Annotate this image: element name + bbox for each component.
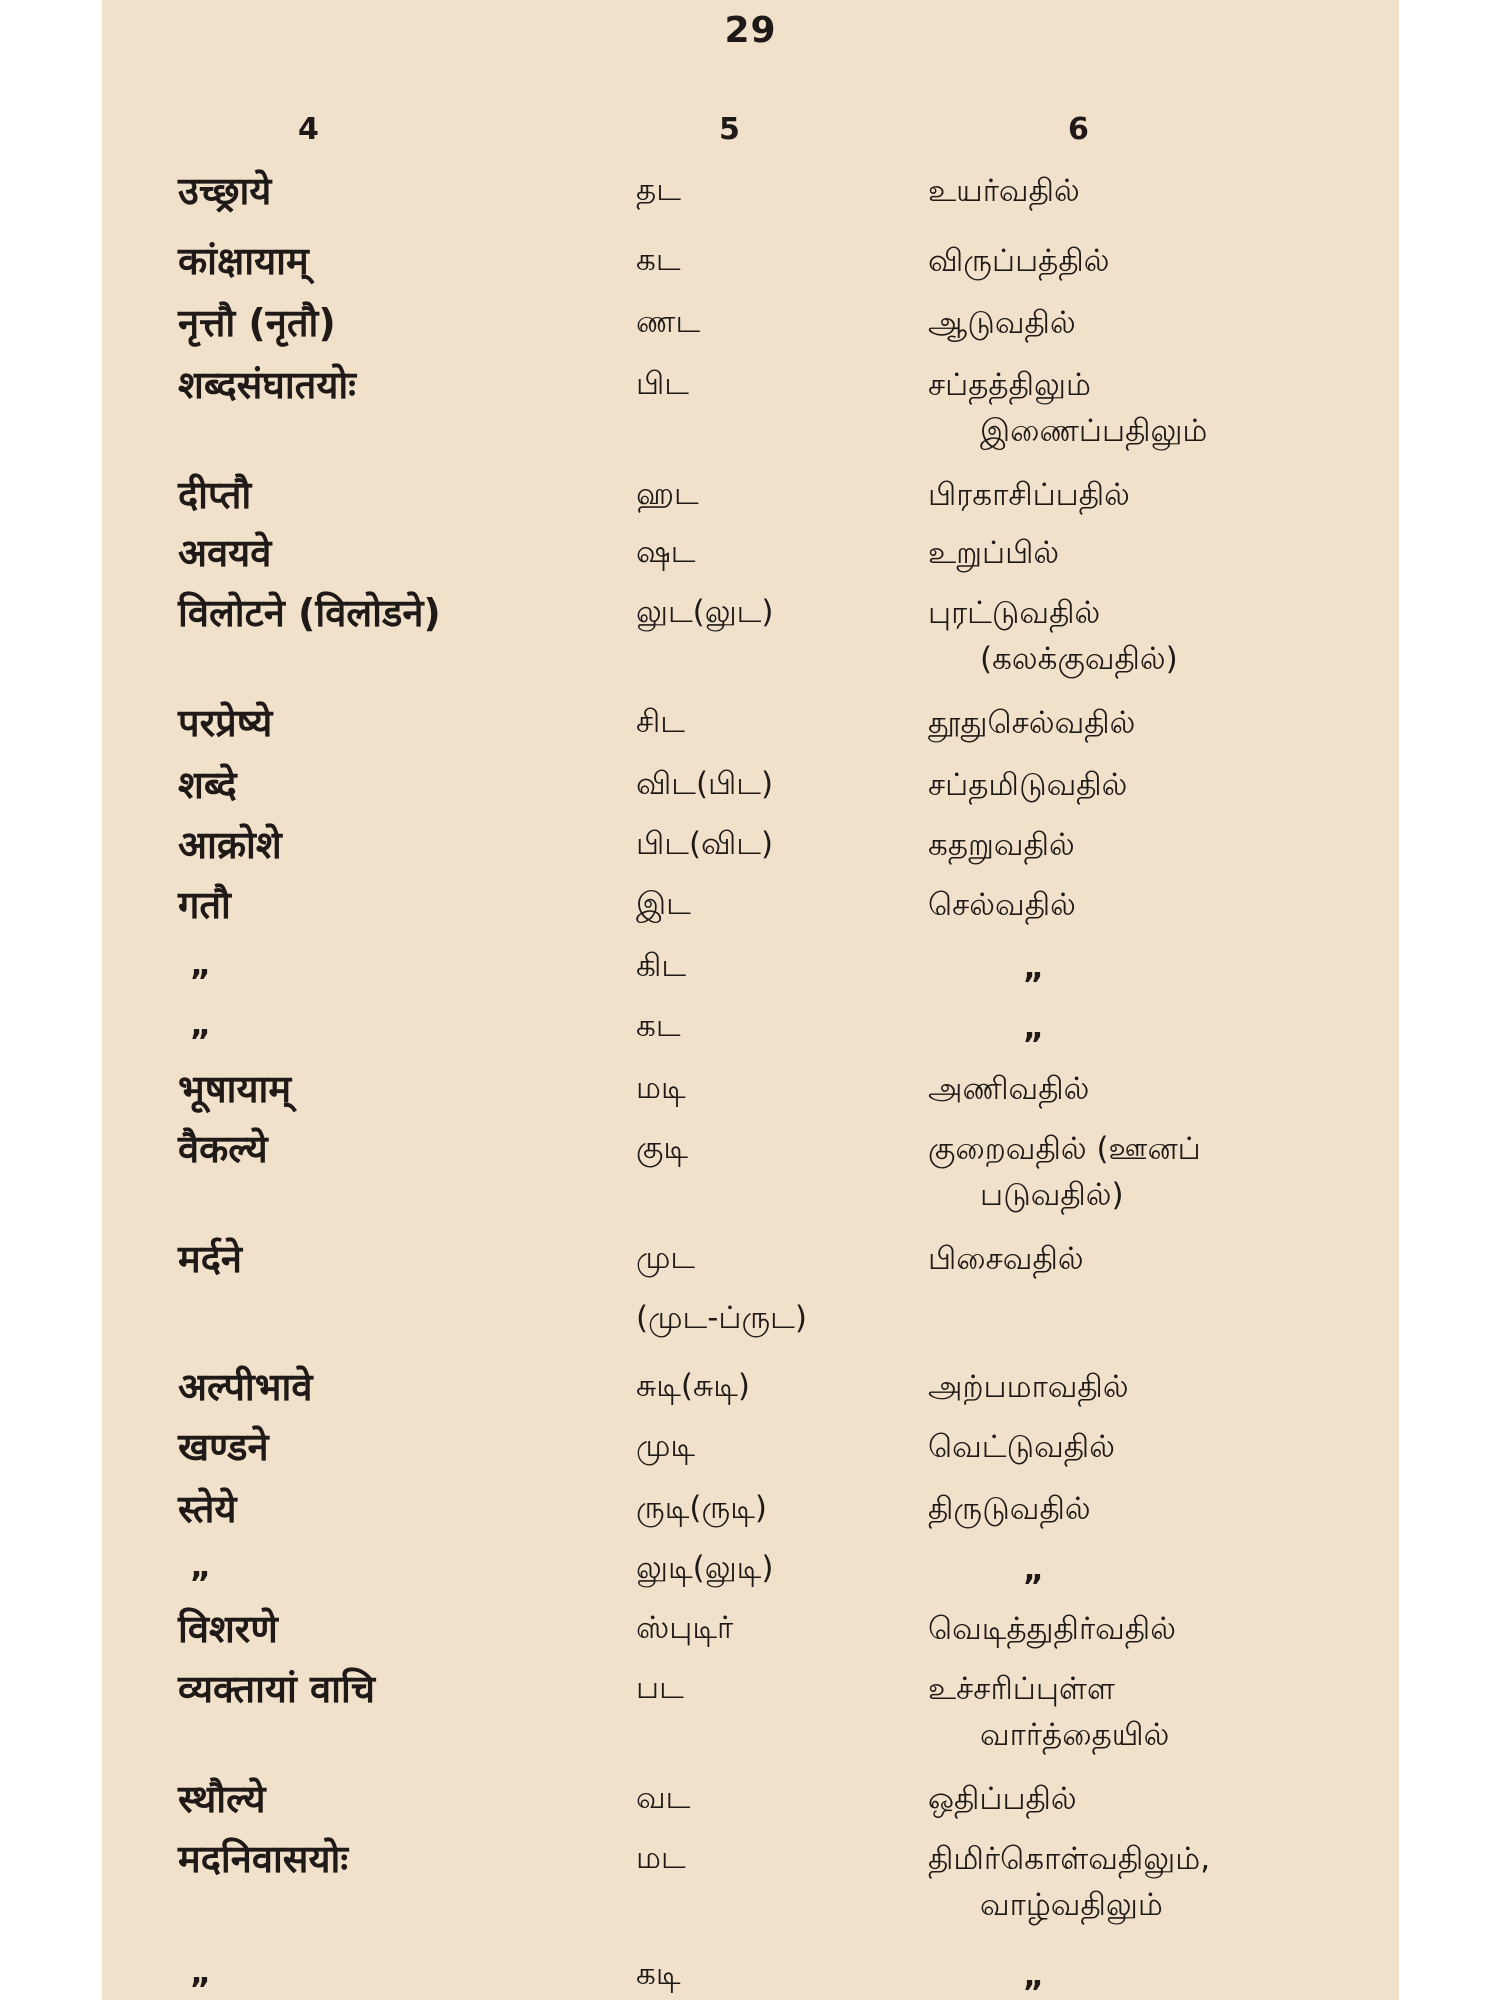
- sanskrit-term: गतौ: [178, 883, 231, 927]
- sanskrit-term: नृत्तौ (नृतौ): [178, 301, 336, 345]
- meaning-line: கதறுவதில்: [928, 827, 1075, 863]
- sanskrit-term: कांक्षायाम्: [178, 239, 309, 283]
- meaning-line: வெட்டுவதில்: [928, 1429, 1115, 1465]
- sanskrit-term: अल्पीभावे: [178, 1365, 313, 1409]
- tamil-meaning: [928, 944, 1044, 991]
- tamil-root: வட: [636, 1780, 691, 1816]
- tamil-root: மடி: [636, 1070, 686, 1106]
- meaning-line: இணைப்பதிலும்: [980, 413, 1208, 449]
- dictionary-table: [102, 0, 1399, 2000]
- tamil-root: பட: [636, 1670, 684, 1706]
- tamil-root: ணட: [636, 304, 701, 340]
- tamil-root: கிட: [636, 948, 687, 984]
- sanskrit-term: „: [190, 945, 212, 983]
- tamil-meaning: [928, 238, 1109, 284]
- tamil-root: இட: [636, 886, 691, 922]
- sanskrit-term: आक्रोशे: [178, 823, 282, 867]
- tamil-meaning: [928, 1066, 1089, 1112]
- sanskrit-term: स्तेये: [178, 1487, 237, 1531]
- meaning-line: பிசைவதில்: [928, 1241, 1084, 1277]
- meaning-line: வார்த்தையில்: [980, 1717, 1170, 1753]
- sanskrit-term: परप्रेष्ये: [178, 701, 273, 745]
- tamil-root: லுட(லுட): [636, 594, 774, 630]
- book-page: [102, 0, 1399, 2000]
- tamil-root: ஷட: [636, 534, 696, 570]
- tamil-meaning: [928, 700, 1135, 746]
- tamil-meaning: [928, 168, 1080, 214]
- sanskrit-term: विशरणे: [178, 1607, 278, 1651]
- meaning-line: குறைவதில் (ஊனப்: [928, 1131, 1201, 1167]
- sanskrit-term: शब्दसंघातयोः: [178, 363, 356, 407]
- tamil-meaning: [928, 1606, 1176, 1652]
- meaning-line: அணிவதில்: [928, 1071, 1090, 1107]
- sanskrit-term: शब्दे: [178, 763, 237, 807]
- tamil-meaning: [928, 300, 1076, 346]
- tamil-meaning: [928, 1486, 1091, 1532]
- tamil-root: பிட: [636, 366, 689, 402]
- tamil-meaning: [928, 1424, 1115, 1470]
- sanskrit-term: „: [190, 1005, 212, 1043]
- tamil-root: கட: [636, 1008, 681, 1044]
- meaning-line: செல்வதில்: [928, 887, 1076, 923]
- sanskrit-term: वैकल्ये: [178, 1127, 268, 1171]
- meaning-line: விருப்பத்தில்: [928, 243, 1110, 279]
- sanskrit-term: मर्दने: [178, 1237, 242, 1281]
- tamil-root: ருடி(ருடி): [636, 1490, 767, 1526]
- tamil-meaning: [928, 1666, 1169, 1758]
- meaning-line: வாழ்வதிலும்: [980, 1887, 1163, 1923]
- tamil-root: (முட-ப்ருட): [636, 1300, 807, 1336]
- tamil-root: தட: [636, 172, 681, 208]
- meaning-line: பிரகாசிப்பதில்: [928, 477, 1130, 513]
- meaning-line: „: [1023, 1956, 1045, 1994]
- sanskrit-term: „: [190, 1953, 212, 1991]
- sanskrit-term: खण्डने: [178, 1425, 269, 1469]
- meaning-line: அற்பமாவதில்: [928, 1369, 1129, 1405]
- tamil-root: பிட(விட): [636, 826, 774, 862]
- tamil-meaning: [928, 1236, 1084, 1282]
- column-header-5: 5: [719, 112, 740, 147]
- meaning-line: ஆடுவதில்: [928, 305, 1076, 341]
- tamil-root: விட(பிட): [636, 766, 774, 802]
- tamil-root: மட: [636, 1840, 686, 1876]
- meaning-line: உச்சரிப்புள்ள: [928, 1671, 1115, 1707]
- tamil-root: முட: [636, 1240, 696, 1276]
- tamil-meaning: [928, 882, 1076, 928]
- tamil-root: சிட: [636, 704, 685, 740]
- tamil-root: ஹட: [636, 476, 699, 512]
- tamil-meaning: [928, 590, 1178, 682]
- meaning-line: „: [1023, 1550, 1045, 1588]
- tamil-meaning: [928, 822, 1075, 868]
- meaning-line: உறுப்பில்: [928, 535, 1060, 571]
- meaning-line: சப்தமிடுவதில்: [928, 767, 1128, 803]
- sanskrit-term: अवयवे: [178, 531, 272, 575]
- tamil-meaning: [928, 530, 1059, 576]
- meaning-line: ஒதிப்பதில்: [928, 1781, 1077, 1817]
- meaning-line: (கலக்குவதில்): [980, 641, 1178, 677]
- meaning-line: புரட்டுவதில்: [928, 595, 1101, 631]
- sanskrit-term: „: [190, 1547, 212, 1585]
- tamil-root: குடி: [636, 1130, 689, 1166]
- meaning-line: வெடித்துதிர்வதில்: [928, 1611, 1176, 1647]
- sanskrit-term: व्यक्तायां वाचि: [178, 1667, 375, 1711]
- tamil-meaning: [928, 1952, 1044, 1999]
- meaning-line: படுவதில்): [980, 1177, 1124, 1213]
- sanskrit-term: उच्छ्राये: [178, 169, 272, 213]
- meaning-line: தூதுசெல்வதில்: [928, 705, 1136, 741]
- tamil-meaning: [928, 1126, 1201, 1218]
- tamil-meaning: [928, 1004, 1044, 1051]
- tamil-meaning: [928, 1364, 1129, 1410]
- sanskrit-term: भूषायाम्: [178, 1067, 292, 1111]
- meaning-line: சப்தத்திலும்: [928, 367, 1091, 403]
- sanskrit-term: स्थौल्ये: [178, 1777, 266, 1821]
- tamil-meaning: [928, 362, 1207, 454]
- page-number: 29: [724, 10, 777, 51]
- tamil-meaning: [928, 472, 1130, 518]
- tamil-root: முடி: [636, 1428, 696, 1464]
- sanskrit-term: विलोटने (विलोडने): [178, 591, 441, 635]
- tamil-root: கட: [636, 242, 681, 278]
- tamil-root: ஸ்புடிர்: [636, 1610, 734, 1646]
- tamil-meaning: [928, 1776, 1077, 1822]
- meaning-line: திருடுவதில்: [928, 1491, 1091, 1527]
- meaning-line: „: [1023, 948, 1045, 986]
- sanskrit-term: मदनिवासयोः: [178, 1837, 349, 1881]
- meaning-line: உயர்வதில்: [928, 173, 1080, 209]
- tamil-root: லுடி(லுடி): [636, 1550, 774, 1586]
- tamil-meaning: [928, 1836, 1210, 1928]
- meaning-line: „: [1023, 1008, 1045, 1046]
- tamil-root: கடி: [636, 1956, 681, 1992]
- tamil-meaning: [928, 762, 1127, 808]
- sanskrit-term: दीप्तौ: [178, 473, 252, 517]
- column-header-4: 4: [298, 112, 319, 147]
- tamil-root: சுடி(சுடி): [636, 1368, 750, 1404]
- tamil-meaning: [928, 1546, 1044, 1593]
- column-header-6: 6: [1068, 112, 1089, 147]
- meaning-line: திமிர்கொள்வதிலும்,: [928, 1841, 1211, 1877]
